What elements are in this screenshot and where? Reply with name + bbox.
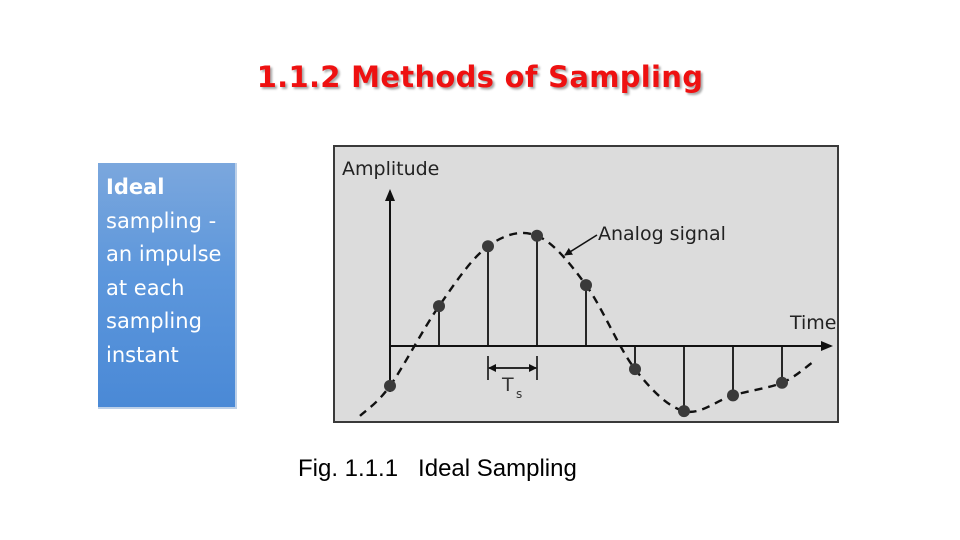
sampling-figure <box>333 145 839 423</box>
sample-point <box>433 300 445 312</box>
y-axis-label: Amplitude <box>342 158 440 180</box>
sample-point <box>580 279 592 291</box>
description-line: instant <box>106 342 179 367</box>
sample-point <box>629 363 641 375</box>
sample-point <box>384 380 396 392</box>
sample-point <box>776 377 788 389</box>
sample-point <box>727 389 739 401</box>
description-line: sampling - <box>106 208 217 233</box>
description-box <box>98 163 237 409</box>
period-subscript: s <box>516 387 523 401</box>
sample-point <box>531 230 543 242</box>
figure-caption: Fig. 1.1.1 Ideal Sampling <box>298 455 577 482</box>
sample-point <box>678 405 690 417</box>
signal-pointer <box>565 235 597 255</box>
sample-point <box>482 240 494 252</box>
period-label: T <box>502 374 514 396</box>
description-line: at each <box>106 275 185 300</box>
x-axis-label: Time <box>790 312 837 334</box>
description-line: an impulse <box>106 242 222 266</box>
description-line: sampling <box>106 309 202 333</box>
sampling-diagram <box>335 147 837 421</box>
sample-impulses <box>384 230 788 417</box>
signal-label: Analog signal <box>598 223 726 245</box>
slide-title: 1.1.2 Methods of Sampling <box>256 60 704 94</box>
description-line: Ideal <box>106 175 165 199</box>
sampling-period-marker <box>488 356 537 401</box>
